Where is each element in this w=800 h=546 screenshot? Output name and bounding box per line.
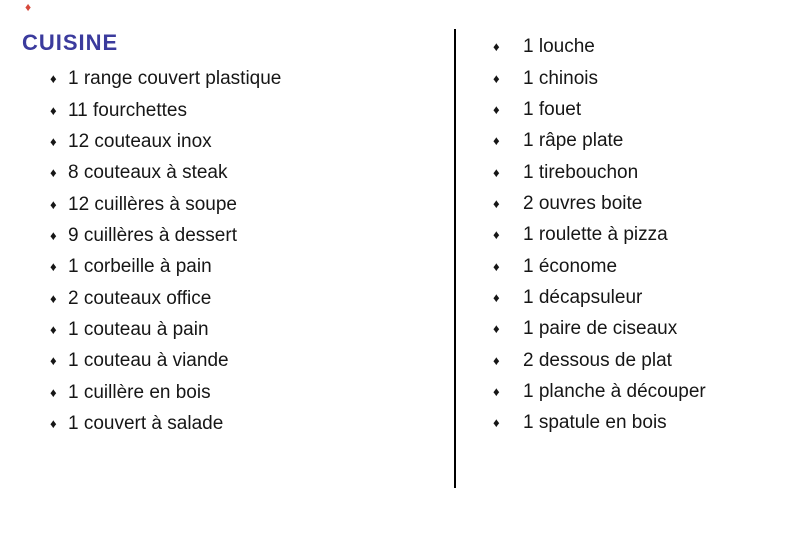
diamond-bullet-icon: ♦	[493, 289, 500, 305]
list-item	[50, 63, 281, 94]
list-item	[50, 345, 281, 376]
list-item	[50, 408, 281, 439]
diamond-bullet-icon: ♦	[493, 70, 500, 86]
list-item	[493, 282, 706, 313]
list-item	[50, 188, 281, 219]
list-item	[493, 156, 706, 187]
list-item-label: 1 paire de ciseaux	[523, 318, 678, 340]
diamond-bullet-icon: ♦	[493, 133, 500, 149]
diamond-bullet-icon: ♦	[50, 321, 57, 337]
diamond-bullet-icon: ♦	[493, 415, 500, 431]
list-item-label: 2 dessous de plat	[523, 349, 672, 371]
list-item	[50, 376, 281, 407]
list-item	[493, 407, 706, 438]
diamond-bullet-icon: ♦	[50, 71, 57, 87]
diamond-bullet-icon: ♦	[50, 102, 57, 118]
list-item-label: 1 corbeille à pain	[68, 256, 212, 278]
list-item	[493, 344, 706, 375]
page-title: CUISINE	[22, 30, 119, 55]
list-item	[493, 62, 706, 93]
kitchen-list-right-column	[493, 31, 706, 438]
list-item-label: 9 cuillères à dessert	[68, 224, 237, 246]
list-item	[50, 314, 281, 345]
list-item	[50, 126, 281, 157]
list-item-label: 1 roulette à pizza	[523, 224, 668, 246]
list-item	[50, 157, 281, 188]
diamond-bullet-icon: ♦	[493, 195, 500, 211]
list-item	[493, 31, 706, 62]
diamond-bullet-icon: ♦	[493, 352, 500, 368]
list-item-label: 12 cuillères à soupe	[68, 193, 237, 215]
list-item	[493, 219, 706, 250]
list-item-label: 1 décapsuleur	[523, 286, 643, 308]
list-item	[493, 313, 706, 344]
list-item-label: 1 économe	[523, 255, 618, 277]
list-item	[50, 94, 281, 125]
list-item	[493, 188, 706, 219]
diamond-bullet-icon: ♦	[50, 259, 57, 275]
diamond-bullet-icon: ♦	[493, 39, 500, 55]
column-divider-line	[454, 29, 456, 488]
list-item	[493, 125, 706, 156]
list-item-label: 1 range couvert plastique	[68, 68, 282, 90]
list-item-label: 1 louche	[523, 36, 595, 58]
list-item-label: 1 râpe plate	[523, 130, 624, 152]
diamond-bullet-icon: ♦	[493, 227, 500, 243]
list-item-label: 2 couteaux office	[68, 287, 212, 309]
kitchen-list-left-column	[50, 63, 281, 439]
stray-red-diamond-mark: ♦	[25, 0, 32, 14]
diamond-bullet-icon: ♦	[50, 196, 57, 212]
diamond-bullet-icon: ♦	[50, 165, 57, 181]
list-item-label: 1 tirebouchon	[523, 161, 639, 183]
list-item-label: 12 couteaux inox	[68, 130, 212, 152]
list-item-label: 1 spatule en bois	[523, 412, 667, 434]
diamond-bullet-icon: ♦	[50, 227, 57, 243]
list-item-label: 1 couteau à viande	[68, 350, 229, 372]
diamond-bullet-icon: ♦	[50, 290, 57, 306]
list-item-label: 1 cuillère en bois	[68, 381, 211, 403]
list-item-label: 2 ouvres boite	[523, 192, 643, 214]
diamond-bullet-icon: ♦	[493, 383, 500, 399]
list-item-label: 1 couvert à salade	[68, 412, 224, 434]
list-item-label: 1 fouet	[523, 98, 582, 120]
diamond-bullet-icon: ♦	[493, 164, 500, 180]
diamond-bullet-icon: ♦	[493, 258, 500, 274]
list-item-label: 8 couteaux à steak	[68, 162, 228, 184]
list-item-label: 1 chinois	[523, 67, 598, 89]
diamond-bullet-icon: ♦	[50, 415, 57, 431]
diamond-bullet-icon: ♦	[50, 133, 57, 149]
list-item-label: 11 fourchettes	[68, 99, 188, 121]
diamond-bullet-icon: ♦	[493, 321, 500, 337]
list-item	[50, 282, 281, 313]
list-item-label: 1 planche à découper	[523, 380, 706, 402]
diamond-bullet-icon: ♦	[50, 353, 57, 369]
list-item	[493, 250, 706, 281]
diamond-bullet-icon: ♦	[50, 384, 57, 400]
list-item	[50, 251, 281, 282]
list-item	[50, 220, 281, 251]
list-item	[493, 94, 706, 125]
list-item	[493, 376, 706, 407]
list-item-label: 1 couteau à pain	[68, 318, 209, 340]
diamond-bullet-icon: ♦	[493, 101, 500, 117]
